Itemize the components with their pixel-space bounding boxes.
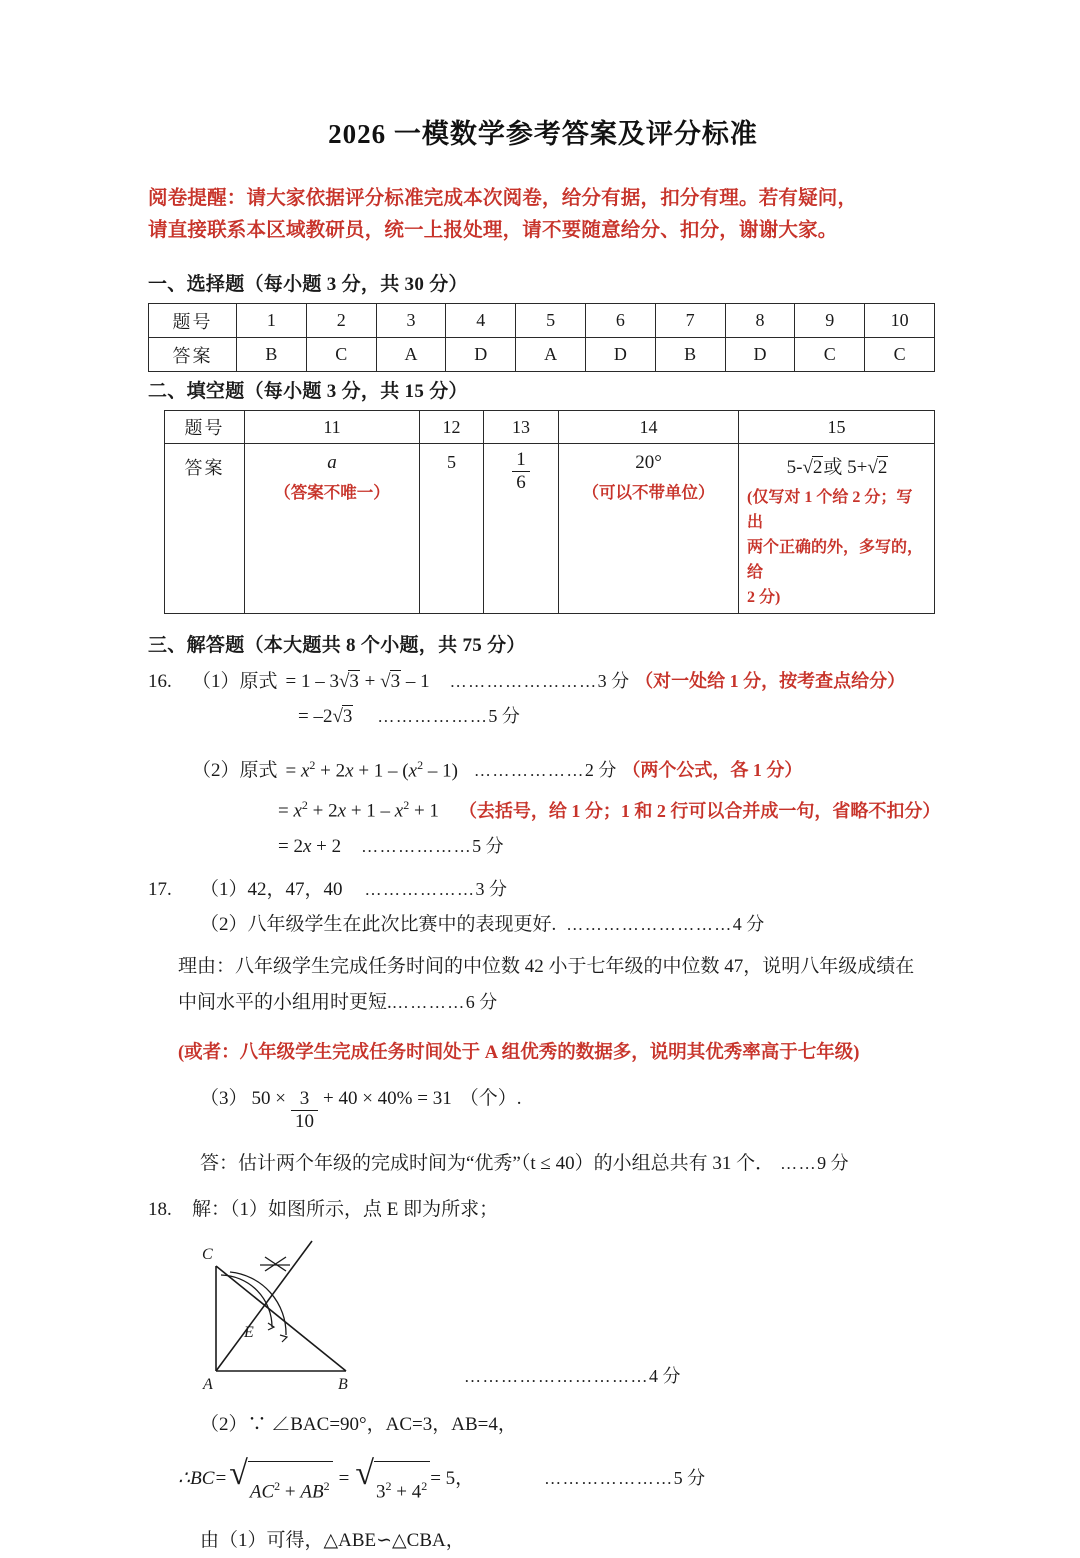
mc-answer-10: C <box>865 338 935 372</box>
q18-part2-text: （2）∵ ∠BAC=90°，AC=3，AB=4， <box>200 1413 517 1435</box>
fb-number-15: 15 <box>739 411 935 444</box>
q17-answer-text: 答：估计两个年级的完成时间为“优秀”（t ≤ 40）的小组总共有 31 个． <box>200 1152 775 1174</box>
grading-reminder-line-1: 阅卷提醒：请大家依据评分标准完成本次阅卷，给分有据，扣分有理。若有疑问， <box>148 188 858 209</box>
q16-part1-expr1-a: = 1 – 3 <box>285 671 339 692</box>
mc-number-4: 4 <box>446 304 516 338</box>
sqrt-icon: √ $AC^2 + AB^2$ <box>229 1461 332 1514</box>
q17-part3-expr-a: 50 × <box>251 1087 286 1109</box>
question-17 <box>148 872 938 1181</box>
q17-part2-score: 4 分 <box>732 913 765 934</box>
mc-answer-2: C <box>306 338 376 372</box>
row-header-answer: 答案 <box>165 444 245 614</box>
mc-number-9: 9 <box>795 304 865 338</box>
fb-answer-14-note: （可以不带单位） <box>582 483 715 502</box>
vertex-label-c: C <box>202 1245 213 1263</box>
q18-figure-score-row <box>444 1362 681 1402</box>
q17-part1-text: （1）42，47，40 <box>200 878 343 900</box>
q17-label: 17. <box>148 878 172 900</box>
q16-part1-note: （对一处给 1 分，按考查点给分） <box>635 671 906 691</box>
q16-part2-expr2: = $x^2 + 2x + 1 - x^2 + 1$ <box>278 798 439 822</box>
page-title: 2026 一模数学参考答案及评分标准 <box>328 119 758 149</box>
q18-part3-tail: = 5， <box>430 1467 475 1489</box>
arc-arrow-1 <box>268 1323 274 1330</box>
mc-number-5: 5 <box>516 304 586 338</box>
vertex-label-a: A <box>203 1375 213 1393</box>
q16-part1-line1 <box>148 664 938 699</box>
q16-part1-score-2: 5 分 <box>488 706 520 726</box>
construction-arc-2 <box>230 1272 286 1335</box>
angle-bisector-ray <box>216 1241 312 1371</box>
q17-answer-leader: …… <box>780 1153 818 1173</box>
fraction-denominator: 6 <box>512 471 530 493</box>
q16-part2-expr1: = $x^2 + 2x + 1 - (x^2 - 1)$ <box>285 758 458 782</box>
sqrt-icon: √3 <box>332 706 353 727</box>
q17-reason-line-2 <box>148 985 938 1020</box>
q18-part3-leader: ………………… <box>544 1468 674 1488</box>
fraction-three-tenths <box>291 1089 318 1132</box>
q17-part1-leader: ……………… <box>364 879 476 899</box>
page-content <box>148 0 941 1558</box>
q18-part4-line: 由（1）可得，△ABE∽△CBA， <box>200 1529 465 1551</box>
grading-reminder-line-2: 请直接联系本区域教研员，统一上报处理，请不要随意给分、扣分，谢谢大家。 <box>148 220 838 241</box>
q17-part3-expr-b: + 40 × 40% = 31 <box>322 1087 452 1109</box>
q16-part1-expr1 <box>286 665 430 699</box>
fb-answer-15-note-line-1: (仅写对 1 个给 2 分；写出 <box>747 489 913 531</box>
q16-part1-radicand-2: 3 <box>390 671 401 692</box>
q16-part2-leader-3: ……………… <box>361 836 473 856</box>
q16-part1-radicand-3: 3 <box>342 706 353 727</box>
mc-answer-1: B <box>237 338 307 372</box>
q17-reason-leader: ………… <box>391 992 466 1012</box>
mc-answer-9: C <box>795 338 865 372</box>
section-heading-fill-blank: 二、填空题（每小题 3 分，共 15 分） <box>148 381 468 402</box>
q16-part2-expr3: = 2x + 2 <box>278 835 342 857</box>
sqrt-icon: √2 <box>802 457 823 478</box>
q16-part1-leader-2: ……………… <box>377 707 489 726</box>
q18-figure-score: 4 分 <box>649 1365 681 1386</box>
fb-answer-15-value <box>787 457 889 478</box>
q16-part2-score-3: 5 分 <box>472 835 504 856</box>
q18-part1-text: 解：（1）如图所示，点 E 即为所求； <box>192 1198 499 1220</box>
mc-number-6: 6 <box>585 304 655 338</box>
q18-part2-line <box>148 1408 938 1442</box>
q17-part2-line <box>148 907 938 942</box>
sqrt-icon: √3 <box>380 671 401 692</box>
q16-part2-leader-1: ……………… <box>473 761 585 781</box>
q17-reason-text-2: 中间水平的小组用时更短. <box>178 991 392 1013</box>
q18-part3-prefix: ∴BC= <box>178 1467 228 1489</box>
fb-answer-15-radicand-b: 2 <box>877 457 888 478</box>
fb-number-13: 13 <box>484 411 559 444</box>
q16-part2-prefix: （2）原式 <box>192 760 278 782</box>
fb-answer-15-part-mid: 或 5+ <box>823 457 868 478</box>
fb-answer-14 <box>559 444 739 614</box>
fb-answer-14-value: 20° <box>635 452 662 473</box>
fb-answer-15-note-line-2: 两个正确的外，多写的，给 <box>747 539 924 581</box>
fb-number-11: 11 <box>245 411 420 444</box>
q16-part2-note-1: （两个公式，各 1 分） <box>622 760 803 781</box>
mc-answer-5: A <box>516 338 586 372</box>
mc-number-8: 8 <box>725 304 795 338</box>
q17-answer-line <box>148 1146 938 1181</box>
construction-arc-1 <box>221 1275 272 1327</box>
fb-answer-15-note-line-3: 2 分) <box>747 589 781 606</box>
fb-answer-11-value: a <box>327 452 337 473</box>
row-header-question-number: 题号 <box>149 304 237 338</box>
fraction-denominator: 10 <box>291 1110 318 1132</box>
q17-alternative-note: (或者：八年级学生完成任务时间处于 A 组优秀的数据多，说明其优秀率高于七年级) <box>178 1042 860 1063</box>
q16-part1-expr1-tail: – 1 <box>401 671 430 692</box>
arc-arrow-2 <box>280 1335 287 1342</box>
q16-part1-expr2 <box>298 700 353 734</box>
question-16 <box>148 664 941 864</box>
triangle-construction-diagram <box>194 1231 409 1396</box>
mc-number-1: 1 <box>237 304 307 338</box>
q18-figure-row <box>148 1231 938 1402</box>
q18-figure-leader: ………………………… <box>464 1366 649 1386</box>
table-row <box>149 304 935 338</box>
fb-answer-13 <box>484 444 559 614</box>
q16-part1-expr2-a: = –2 <box>298 706 333 727</box>
q16-part1-score-1: 3 分 <box>597 671 630 691</box>
q16-part1-line2 <box>148 699 938 734</box>
q16-part1-leader-1: …………………… <box>449 672 598 691</box>
vertex-label-e: E <box>244 1323 254 1341</box>
geometry-figure <box>194 1231 444 1402</box>
mc-answer-7: B <box>655 338 725 372</box>
q16-part2-line3 <box>148 829 938 864</box>
q18-part3-score: 5 分 <box>673 1467 706 1488</box>
fb-answer-11-note: （答案不唯一） <box>274 483 390 502</box>
q17-part2-leader: ……………………… <box>566 914 733 934</box>
q16-part2-score-1: 2 分 <box>584 760 617 781</box>
q17-reason-line-1: 理由：八年级学生完成任务时间的中位数 42 小于七年级的中位数 47，说明八年级成绩在 <box>178 955 915 977</box>
q17-part1-line <box>148 872 938 907</box>
table-row <box>165 411 935 444</box>
fraction-numerator: 1 <box>516 449 526 470</box>
q17-reason-score: 6 分 <box>465 991 498 1012</box>
q18-part3-line <box>148 1456 938 1514</box>
q18-part1-line <box>148 1193 938 1227</box>
section-heading-choice: 一、选择题（每小题 3 分，共 30 分） <box>148 274 468 295</box>
fb-answer-15-part-a: 5- <box>786 457 803 478</box>
fb-number-14: 14 <box>559 411 739 444</box>
question-18 <box>148 1193 938 1558</box>
sqrt-icon: √2 <box>867 457 888 478</box>
table-row <box>165 444 935 614</box>
q16-part2-line1 <box>148 748 938 788</box>
q16-part2-note-2: （去括号，给 1 分；1 和 2 行可以合并成一句，省略不扣分） <box>458 800 941 821</box>
q17-part3-prefix: （3） <box>200 1087 248 1109</box>
grading-reminder <box>148 183 938 247</box>
fb-answer-15-radicand-a: 2 <box>812 457 823 478</box>
fill-in-blank-answer-table <box>164 410 935 614</box>
q16-part1-expr1-plus: + <box>359 671 381 692</box>
mc-answer-4: D <box>446 338 516 372</box>
mc-answer-3: A <box>376 338 446 372</box>
fraction-one-sixth <box>512 450 530 493</box>
q16-label: 16. <box>148 671 172 692</box>
mc-answer-6: D <box>585 338 655 372</box>
row-header-answer: 答案 <box>149 338 237 372</box>
q17-part3-line <box>148 1082 938 1132</box>
mc-number-10: 10 <box>865 304 935 338</box>
row-header-question-number: 题号 <box>165 411 245 444</box>
q18-part3-equals: = <box>338 1467 350 1489</box>
mc-number-3: 3 <box>376 304 446 338</box>
sqrt-icon: √3 <box>338 671 359 692</box>
q17-answer-score: 9 分 <box>817 1152 849 1173</box>
vertex-label-b: B <box>338 1375 348 1393</box>
q18-part3-radicand-2: $3^2 + 4^2$ <box>374 1461 430 1514</box>
q16-part1-radicand-1: 3 <box>349 671 359 692</box>
mc-answer-8: D <box>725 338 795 372</box>
section-heading-solution: 三、解答题（本大题共 8 个小题，共 75 分） <box>148 635 526 656</box>
q17-part3-expr-c: （个）. <box>459 1087 522 1109</box>
multiple-choice-answer-table <box>148 303 935 372</box>
q16-part2-line2 <box>148 788 941 828</box>
q17-part1-score: 3 分 <box>475 878 508 899</box>
fraction-numerator: 3 <box>299 1087 310 1109</box>
fb-answer-15 <box>739 444 935 614</box>
table-row <box>149 338 935 372</box>
mc-number-2: 2 <box>306 304 376 338</box>
fb-number-12: 12 <box>420 411 484 444</box>
q16-part1-prefix: （1）原式 <box>192 671 278 692</box>
q18-part3-radicand-1: $AC^2 + AB^2$ <box>248 1461 333 1514</box>
q17-part2-text: （2）八年级学生在此次比赛中的表现更好. <box>200 913 557 935</box>
mc-number-7: 7 <box>655 304 725 338</box>
q18-label: 18. <box>148 1198 172 1220</box>
sqrt-icon: √ $3^2 + 4^2$ <box>355 1461 430 1514</box>
fb-answer-11 <box>245 444 420 614</box>
fb-answer-12: 5 <box>420 444 484 614</box>
